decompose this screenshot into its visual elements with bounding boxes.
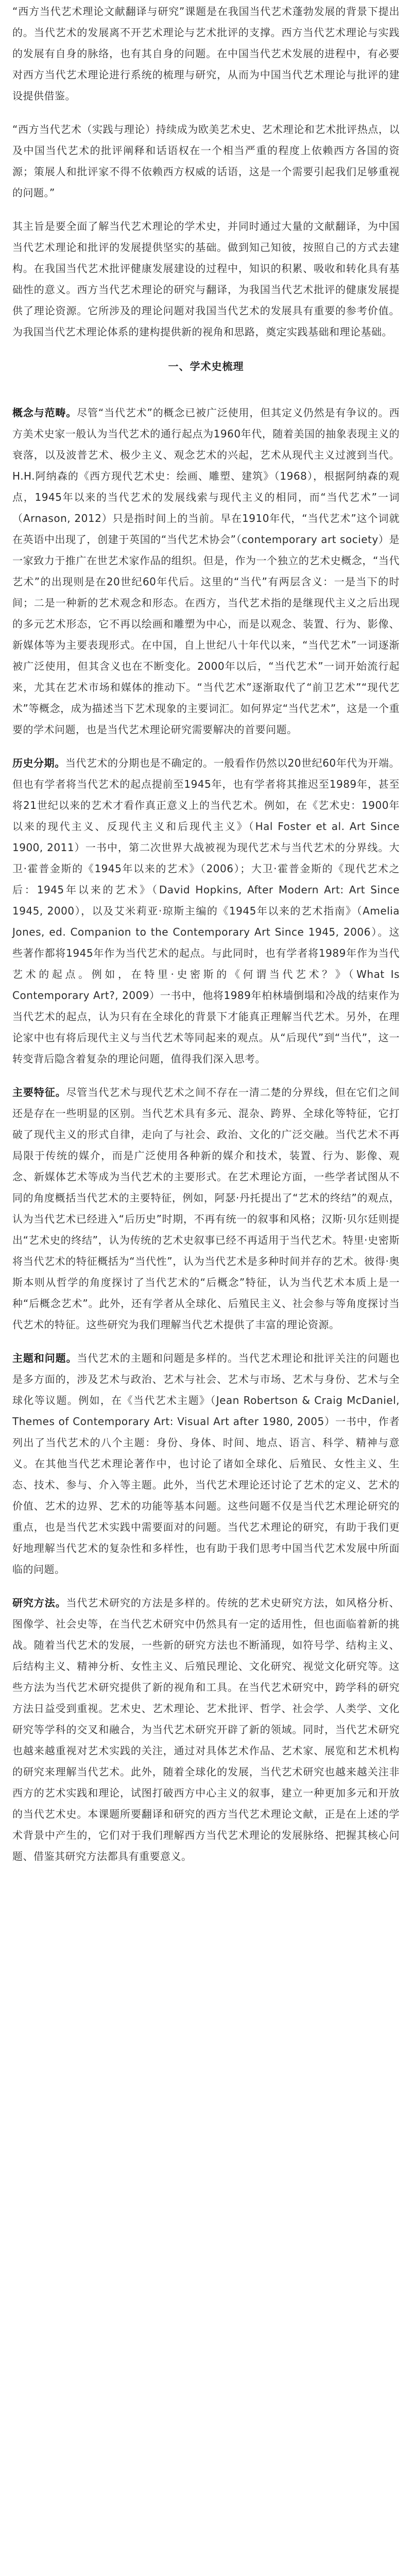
paragraph-lead-label: 主要特征。 [12, 1086, 66, 1098]
section-paragraph-concepts [12, 402, 400, 740]
intro-paragraph: “西方当代艺术理论文献翻译与研究”课题是在我国当代艺术蓬勃发展的背景下提出的。当代艺术的发展离不开艺术理论与艺术批评的支撑。西方当代艺术理论与实践的发展有自身的脉络，也有其自身的问题。在中国当代艺术发展的进程中，有必要对西方当代艺术理论进行系统的梳理与研究，从而为中国当代艺术理论与批评的建设提供借鉴。 [12, 5, 400, 102]
paragraph-lead-label: 概念与范畴。 [12, 406, 77, 419]
paragraph-body-text: 尽管“当代艺术”的概念已被广泛使用，但其定义仍然是有争议的。西方美术史家一般认为当代艺术的通行起点为1960年代，随着美国的抽象表现主义的衰落，以及波普艺术、极少主义、观念艺术的兴起，艺术从现代主义过渡到当代。H.H.阿纳森的《西方现代艺术史：绘画、雕塑、建筑》（1968），根据阿纳森的观点，1945年以来的当代艺术的发展线索与现代主义的相同，而“当代艺术”一词（Arnason, 2012）只是指时间上的当前。早在1910年代，“当代艺术”这个词就在英语中出现了，创建于英国的“当代艺术协会”（contemporary art society）是一家致力于推广在世艺术家作品的组织。但是，作为一个独立的艺术史概念，“当代艺术”的出现则是在20世纪60年代后。这里的“当代”有两层含义：一是当下的时间；二是一种新的艺术观念和形态。在西方，当代艺术指的是继现代主义之后出现的多元艺术形态，它不再以绘画和雕塑为中心，而是以观念、装置、行为、影像、新媒体等为主要表现形式。在中国，自上世纪八十年代以来，“当代艺术”一词逐渐被广泛使用，但其含义也在不断变化。2000年以后，“当代艺术”一词开始流行起来，尤其在艺术市场和媒体的推动下。“当代艺术”逐渐取代了“前卫艺术”“现代艺术”等概念，成为描述当下艺术现象的主要词汇。如何界定“当代艺术”，这是一个重要的学术问题，也是当代艺术理论研究需要解决的首要问题。 [12, 406, 400, 736]
paragraph-lead-label: 历史分期。 [12, 757, 65, 769]
paragraph-lead-label: 主题和问题。 [12, 1352, 77, 1364]
paragraph-body-text: 尽管当代艺术与现代艺术之间不存在一清二楚的分界线，但在它们之间还是存在一些明显的区别。当代艺术具有多元、混杂、跨界、全球化等特征，它打破了现代主义的形式自律，走向了与社会、政治、文化的广泛交融。当代艺术不再局限于传统的媒介，而是广泛使用各种新的媒介和技术，装置、行为、影像、观念、新媒体艺术等成为当代艺术的主要形式。在艺术理论方面，一些学者试图从不同的角度概括当代艺术的主要特征，例如，阿瑟·丹托提出了“艺术的终结”的观点，认为当代艺术已经进入“后历史”时期，不再有统一的叙事和风格；汉斯·贝尔廷则提出“艺术史的终结”，认为传统的艺术史叙事已经不再适用于当代艺术。特里·史密斯将当代艺术的特征概括为“当代性”，认为当代艺术是多种时间并存的艺术。彼得·奥斯本则从哲学的角度探讨了当代艺术的“后概念”特征，认为当代艺术本质上是一种“后概念艺术”。此外，还有学者从全球化、后殖民主义、社会参与等角度探讨当代艺术的特征。这些研究为我们理解当代艺术提供了丰富的理论资源。 [12, 1086, 400, 1331]
intro-quote-paragraph: “西方当代艺术（实践与理论）持续成为欧美艺术史、艺术理论和艺术批评热点，以及中国当代艺术的批评阐释和话语权在一个相当严重的程度上依赖西方各国的资源；策展人和批评家不得不依赖西方权威的话语，这是一个需要引起我们足够重视的问题。” [12, 123, 400, 199]
paragraph-lead-label: 研究方法。 [12, 1597, 66, 1609]
section-paragraph-themes [12, 1348, 400, 1580]
section-paragraph-features [12, 1082, 400, 1335]
section-paragraph-methods [12, 1592, 400, 1867]
intro-purpose-paragraph: 其主旨是要全面了解当代艺术理论的学术史，并同时通过大量的文献翻译，为中国当代艺术理论和批评的发展提供坚实的基础。做到知己知彼，按照自己的方式去建构。在我国当代艺术批评健康发展建设的过程中，知识的积累、吸收和转化具有基础性的意义。西方当代艺术理论的研究与翻译，为我国当代艺术批评的健康发展提供了理论资源。它所涉及的理论问题对我国当代艺术的发展具有重要的参考价值。为我国当代艺术理论体系的建构提供新的视角和思路，奠定实践基础和理论基础。 [12, 220, 400, 338]
section-heading: 一、学术史梳理 [168, 360, 244, 372]
paragraph-body-text: 当代艺术研究的方法是多样的。传统的艺术史研究方法，如风格分析、图像学、社会史等，在当代艺术研究中仍然具有一定的适用性，但也面临着新的挑战。随着当代艺术的发展，一些新的研究方法也不断涌现，如符号学、结构主义、后结构主义、精神分析、女性主义、后殖民理论、文化研究、视觉文化研究等。这些方法为当代艺术研究提供了新的视角和工具。在当代艺术研究中，跨学科的研究方法日益受到重视。艺术史、艺术理论、艺术批评、哲学、社会学、人类学、文化研究等学科的交叉和融合，为当代艺术研究开辟了新的领域。同时，当代艺术研究也越来越重视对艺术实践的关注，通过对具体艺术作品、艺术家、展览和艺术机构的研究来理解当代艺术。此外，随着全球化的发展，当代艺术研究也越来越关注非西方的艺术实践和理论，试图打破西方中心主义的叙事，建立一种更加多元和开放的当代艺术史。本课题所要翻译和研究的西方当代艺术理论文献，正是在上述的学术背景中产生的，它们对于我们理解西方当代艺术理论的发展脉络、把握其核心问题、借鉴其研究方法都具有重要意义。 [12, 1597, 400, 1862]
paragraph-body-text: 当代艺术的主题和问题是多样的。当代艺术理论和批评关注的问题也是多方面的，涉及艺术与政治、艺术与社会、艺术与市场、艺术与身份、艺术与全球化等议题。例如，在《当代艺术主题》（Jean Robertson & Craig McDaniel, Themes of Contemporary Art: Visual Art after 1980, 2005）一书中，作者列出了当代艺术的八个主题：身份、身体、时间、地点、语言、科学、精神与意义。在其他当代艺术理论著作中，也讨论了诸如全球化、后殖民、女性主义、生态、技术、参与、介入等主题。此外，当代艺术理论还讨论了艺术的定义、艺术的价值、艺术的边界、艺术的功能等基本问题。这些问题不仅是当代艺术理论研究的重点，也是当代艺术实践中需要面对的问题。当代艺术理论的研究，有助于我们更好地理解当代艺术的复杂性和多样性，也有助于我们思考中国当代艺术发展中所面临的问题。 [12, 1352, 400, 1575]
paragraph-body-text: 当代艺术的分期也是不确定的。一般看作仍然以20世纪60年代为开端。但也有学者将当代艺术的起点提前至1945年，也有学者将其推迟至1989年，甚至将21世纪以来的艺术才看作真正意义上的当代艺术。例如，在《艺术史：1900年以来的现代主义、反现代主义和后现代主义》（Hal Foster et al. Art Since 1900, 2011）一书中，第二次世界大战被视为现代艺术与当代艺术的分界线。大卫·霍普金斯的《1945年以来的艺术》（2006）；大卫·霍普金斯的《现代艺术之后：1945年以来的艺术》（David Hopkins, After Modern Art: Art Since 1945, 2000），以及艾米莉亚·琼斯主编的《1945年以来的艺术指南》（Amelia Jones, ed. Companion to the Contemporary Art Since 1945, 2006）。这些著作都将1945年作为当代艺术的起点。与此同时，也有学者将1989年作为当代艺术的起点。例如，在特里·史密斯的《何谓当代艺术？》（What Is Contemporary Art?, 2009）一书中，他将1989年柏林墙倒塌和冷战的结束作为当代艺术的起点，认为只有在全球化的背景下才能真正理解当代艺术。另外，在理论家中也有将后现代主义与当代艺术等同起来的观点。从“后现代”到“当代”，这一转变背后隐含着复杂的理论问题，值得我们深入思考。 [12, 757, 400, 1065]
section-paragraph-periodization [12, 753, 400, 1070]
